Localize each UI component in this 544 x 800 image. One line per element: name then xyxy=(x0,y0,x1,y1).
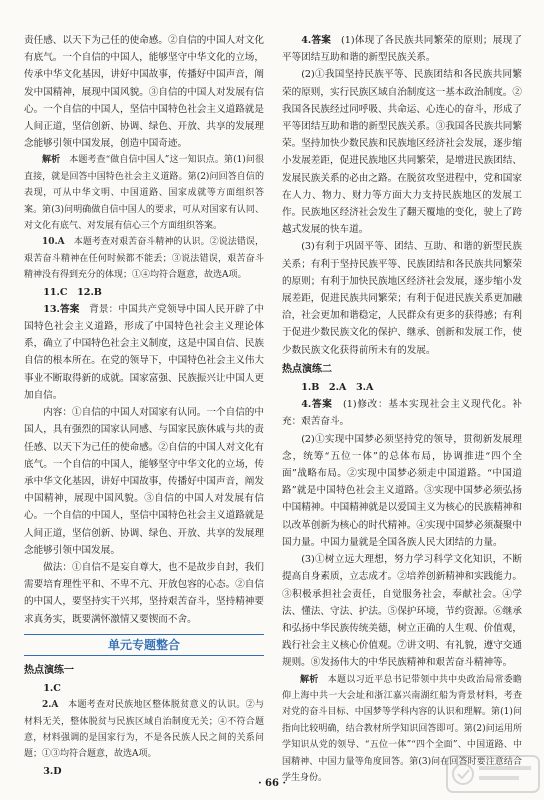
unit-section-title: 单元专题整合 xyxy=(24,634,264,656)
question-13-background xyxy=(24,301,264,404)
hot2-answer-4-part-3: (3)①树立远大理想，努力学习科学文化知识，不断提高自身素质，立志成才。②培养创新精神和实践能力。③积极承担社会责任，自觉服务社会，奉献社会。④学法、懂法、守法、护法。⑤保护环境，节约资源。⑥继承和弘扬中华民族传统美德，树立正确的人生观、价值观，践行社会主义核心价值观。⑦讲文明、有礼貌，遵守交通规则。⑧发扬伟大的中华民族精神和艰苦奋斗精神等。 xyxy=(282,554,522,669)
analysis-label: 解析 xyxy=(42,155,61,166)
answer-4-part-2: (2)①我国坚持民族平等、民族团结和各民族共同繁荣的原则，实行民族区域自治制度这一基本政治制度。②我国各民族经过同呼吸、共命运、心连心的奋斗，形成了平等团结互助和谐的新型民族关系。③我国各民族共同繁荣。坚持加快少数民族和民族地区经济社会发展，逐步缩小发展差距，促进民族地区共同繁荣，是增进民族团结、发展民族关系的必由之路。在脱贫攻坚进程中，党和国家在人力、物力、财力等方面大力支持民族地区的发展工作。民族地区经济社会发生了翻天覆地的变化，驶上了跨越式发展的快车道。 xyxy=(282,69,522,236)
analysis-text: 本题考查“做自信中国人”这一知识点。第(1)问很直接，就是回答中国特色社会主义道路。第(2)问回答自信的表现，可从中华文明、中国道路、国家成就等方面组织答案。第(3)问明确做自信中国人的要求，可从对国家有认同、对文化有底气、对发展有信心三个方面组织答案。 xyxy=(24,155,264,232)
watermark-logo-icon xyxy=(445,752,541,796)
question-13-content: 内容：①自信的中国人对国家有认同。一个自信的中国人，具有强烈的国家认同感、与国家民族休戚与共的责任感、以天下为己任的使命感。②自信的中国人对文化有底气。一个自信的中国人，能够坚守中华文化的立场，传承中华文化基因，讲好中国故事，传播好中国声音，阐发中国精神，展现中国风貌。③自信的中国人对发展有信心。一个自信的中国人，坚信中国特色社会主义道路就是人间正道，坚信创新、协调、绿色、开放、共享的发展理念能够引领中国发展。 xyxy=(24,407,264,556)
hot-answer-1: 1.C xyxy=(43,682,61,694)
hot2-answer-4-part-1 xyxy=(282,396,522,430)
right-column xyxy=(282,32,522,786)
answer-text: 责任感、以天下为己任的使命感。②自信的中国人对文化有底气。一个自信的中国人，能够坚守中华文化的立场，传承中华文化基因，讲好中国故事，传播好中国声音，阐发中国精神，展现中国风貌。③自信的中国人对发展有信心。一个自信的中国人，坚信中国特色社会主义道路就是人间正道，坚信创新、协调、绿色、开放、共享的发展理念能够引领中国发展，创造中国奇迹。 xyxy=(24,35,264,150)
question-text: 本题考查对艰苦奋斗精神的认识。②说法错误，艰苦奋斗精神在任何时候都不能丢；③说法错误，艰苦奋斗精神没有得到充分的体现；①④均符合题意，故选A项。 xyxy=(24,237,264,281)
question-13-practice: 做法：①自信不是妄自尊大，也不是故步自封，我们需要培育理性平和、不卑不亢、开放包容的心态。②自信的中国人，要坚持实干兴邦，坚持艰苦奋斗，坚持精神要求真务实，既要满怀激情又要锲而不舍。 xyxy=(24,561,264,625)
answer-4-part-1 xyxy=(282,32,522,66)
question-number: 2.A xyxy=(42,700,59,711)
answer-label: 4.答案 xyxy=(301,399,333,411)
hot2-answers-1-3: 1.B 2.A 3.A xyxy=(301,382,374,394)
hot-answer-2 xyxy=(24,697,264,763)
analysis-label: 解析 xyxy=(300,674,319,685)
hot2-answer-4-part-2: (2)①实现中国梦必须坚持党的领导，贯彻新发展理念，统筹“五位一体”的总体布局，协调推进“四个全面”战略布局。②实现中国梦必须走中国道路。“中国道路”就是中国特色社会主义道路。③实现中国梦必须弘扬中国精神。中国精神就是以爱国主义为核心的民族精神和以改革创新为核心的时代精神。④实现中国梦必须凝聚中国力量。中国力量就是全国各族人民大团结的力量。 xyxy=(282,433,522,548)
question-text: 本题考查对民族地区整体脱贫意义的认识。②与材料无关，整体脱贫与民族区域自治制度无关；④不符合题意，材料强调的是国家行为，不是各民族人民之间的关系问题；①③均符合题意，故选A项。 xyxy=(24,700,264,760)
question-10 xyxy=(24,234,264,283)
answer-4-part-3: (3)有利于巩固平等、团结、互助、和谐的新型民族关系；有利于坚持民族平等、民族团结和各民族共同繁荣的原则；有利于加快民族地区经济社会发展，逐步缩小发展差距，促进民族共同繁荣；有利于促进民族关系更加融洽，社会更加和谐稳定，人民群众有更多的获得感；有利于促进少数民族文化的保护、继承、创新和发展工作，使少数民族文化获得前所未有的发展。 xyxy=(282,241,522,356)
hot-practice-heading-2: 热点演练二 xyxy=(282,363,332,375)
hot-practice-heading-1: 热点演练一 xyxy=(24,664,74,676)
answer-label: 4.答案 xyxy=(301,35,332,46)
question-number: 10.A xyxy=(42,237,65,248)
answer-text: (1)体现了各民族共同繁荣的原则；展现了平等团结互助和谐的新型民族关系。 xyxy=(282,35,523,64)
answer-label: 13.答案 xyxy=(43,303,80,315)
question-11-12: 11.C 12.B xyxy=(43,286,102,298)
left-column xyxy=(24,32,264,780)
hot-answer-3: 3.D xyxy=(43,765,62,777)
analysis-text: 本题以习近平总书记带领中共中央政治局常委瞻仰上海中共一大会址和浙江嘉兴南湖红船为背景材料，考查对党的奋斗目标、中国梦等学科内容的认识和理解。第(1)问指向比较明确，结合教材所学知识回答即可。第(2)问运用所学知识从党的领导、“五位一体”“四个全面”、中国道路、中国精神、中国力量等角度回答。第(3)问在回答时要注意结合学生身份。 xyxy=(282,674,522,783)
answer-text: 背景：中国共产党领导中国人民开辟了中国特色社会主义道路，形成了中国特色社会主义理论体系，确立了中国特色社会主义制度，这是中国自信、民族自信的根本所在。在党的领导下，中国特色社会主义伟大事业不断取得新的成就。国家富强、民族振兴让中国人更加自信。 xyxy=(24,303,265,401)
answer-text: (1)修改：基本实现社会主义现代化。补充：艰苦奋斗。 xyxy=(282,399,523,428)
analysis-paragraph xyxy=(24,152,264,234)
page-number: · 66 · xyxy=(258,778,286,789)
